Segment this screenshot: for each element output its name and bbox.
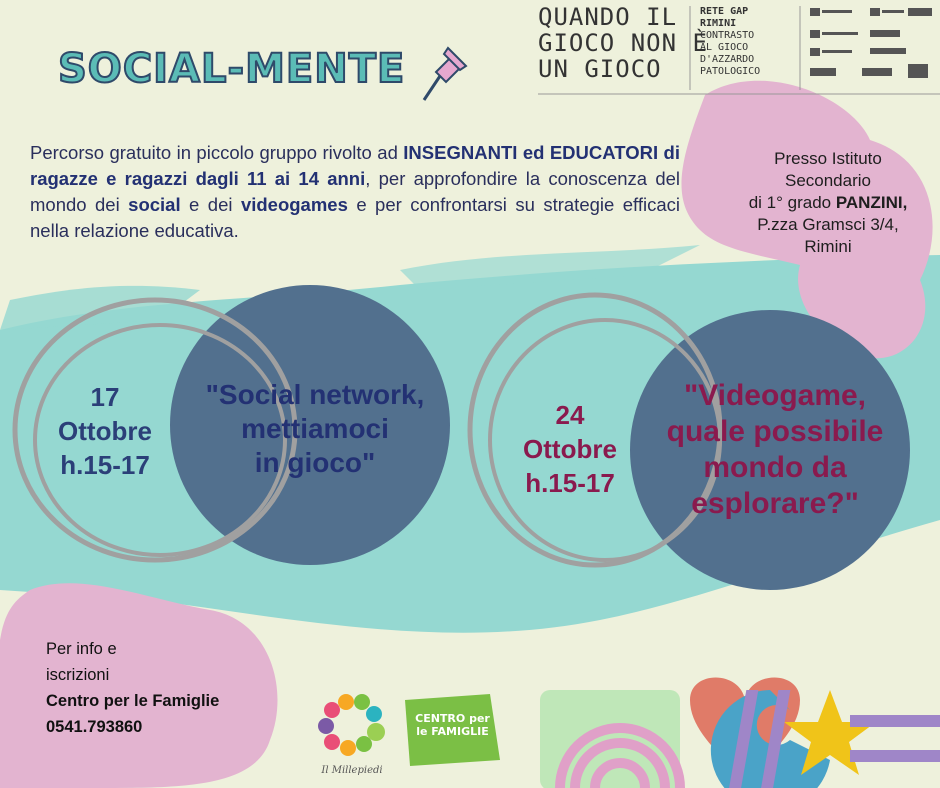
event-topic-2: "Videogame, quale possibile mondo da esplorare?"	[666, 379, 884, 520]
event-date-1: 17 Ottobre h.15-17	[58, 382, 152, 480]
intro-paragraph: Percorso gratuito in piccolo gruppo rivolto ad INSEGNANTI ed EDUCATORI di ragazze e ragazzi dagli 11 ai 14 anni, per approfondire la conoscenza del mondo dei social e dei videogames e per confrontarsi su strategie efficaci nella relazione educativa.	[30, 142, 681, 241]
campaign-line: QUANDO IL	[538, 3, 678, 31]
campaign-logo	[538, 4, 708, 82]
contact-org: Centro per le Famiglie	[46, 692, 220, 710]
event-date-2: 24 Ottobre h.15-17	[523, 400, 617, 498]
partner-logos	[808, 6, 936, 90]
contact-info: Per info e iscrizioni Centro per le Famiglie 0541.793860	[46, 640, 220, 736]
centro-famiglie-logo: CENTRO per le FAMIGLIE	[400, 690, 505, 770]
page-title: SOCIAL-MENTE	[58, 46, 406, 92]
event-topic-1: "Social network, mettiamoci in gioco"	[205, 379, 425, 478]
location-info: Presso Istituto Secondario di 1° grado PANZINI, P.zza Gramsci 3/4, Rimini	[748, 149, 908, 256]
campaign-line: UN GIOCO	[538, 55, 662, 83]
contact-phone: 0541.793860	[46, 718, 143, 736]
campaign-line: GIOCO NON È	[538, 29, 708, 57]
millepiedi-logo: Il Millepiedi	[312, 690, 392, 786]
network-label: RETE GAP RIMINI CONTRASTO AL GIOCO D'AZZARDO PATOLOGICO	[700, 6, 761, 77]
pushpin-icon	[418, 42, 468, 104]
